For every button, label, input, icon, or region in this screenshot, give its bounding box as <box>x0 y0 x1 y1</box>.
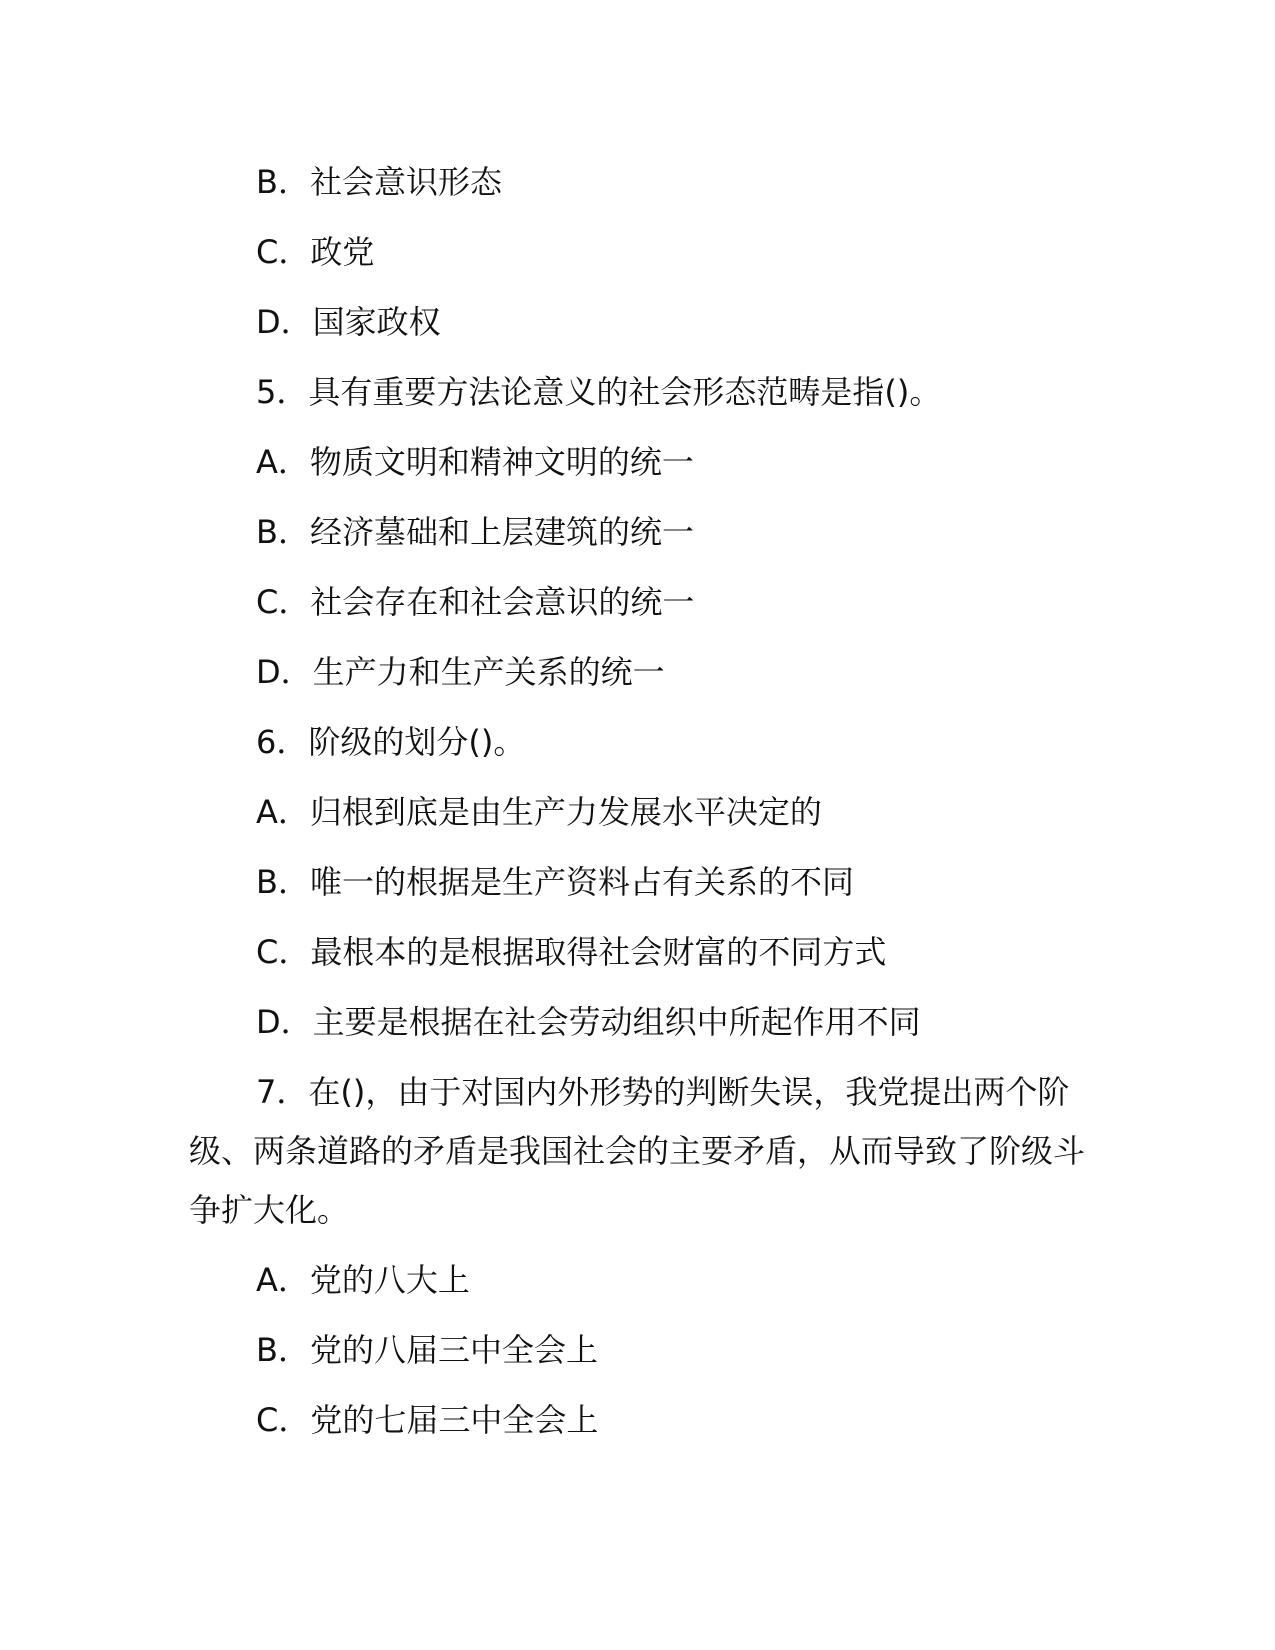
option-line: C．党的七届三中全会上 <box>256 1401 599 1439</box>
option-line: A．党的八大上 <box>256 1261 470 1299</box>
option-line: D．生产力和生产关系的统一 <box>256 653 665 691</box>
option-line: C．政党 <box>256 233 375 271</box>
option-line: B．唯一的根据是生产资料占有关系的不同 <box>256 863 854 901</box>
option-line: C．社会存在和社会意识的统一 <box>256 583 695 621</box>
option-line: D．国家政权 <box>256 303 441 341</box>
option-line: C．最根本的是根据取得社会财富的不同方式 <box>256 933 887 971</box>
question-line: 6．阶级的划分()。 <box>256 723 526 761</box>
document-body <box>189 153 1089 1461</box>
option-line: A．归根到底是由生产力发展水平决定的 <box>256 793 822 831</box>
option-line: B．经济墓础和上层建筑的统一 <box>256 513 694 551</box>
option-line: B．社会意识形态 <box>256 163 502 201</box>
option-line: B．党的八届三中全会上 <box>256 1331 598 1369</box>
option-line: D．主要是根据在社会劳动组织中所起作用不同 <box>256 1003 921 1041</box>
option-line: A．物质文明和精神文明的统一 <box>256 443 694 481</box>
question-line: 7．在()，由于对国内外形势的判断失误，我党提出两个阶级、两条道路的矛盾是我国社会的主要矛盾，从而导致了阶级斗争扩大化。 <box>189 1073 1086 1229</box>
question-line: 5．具有重要方法论意义的社会形态范畴是指()。 <box>256 373 942 411</box>
